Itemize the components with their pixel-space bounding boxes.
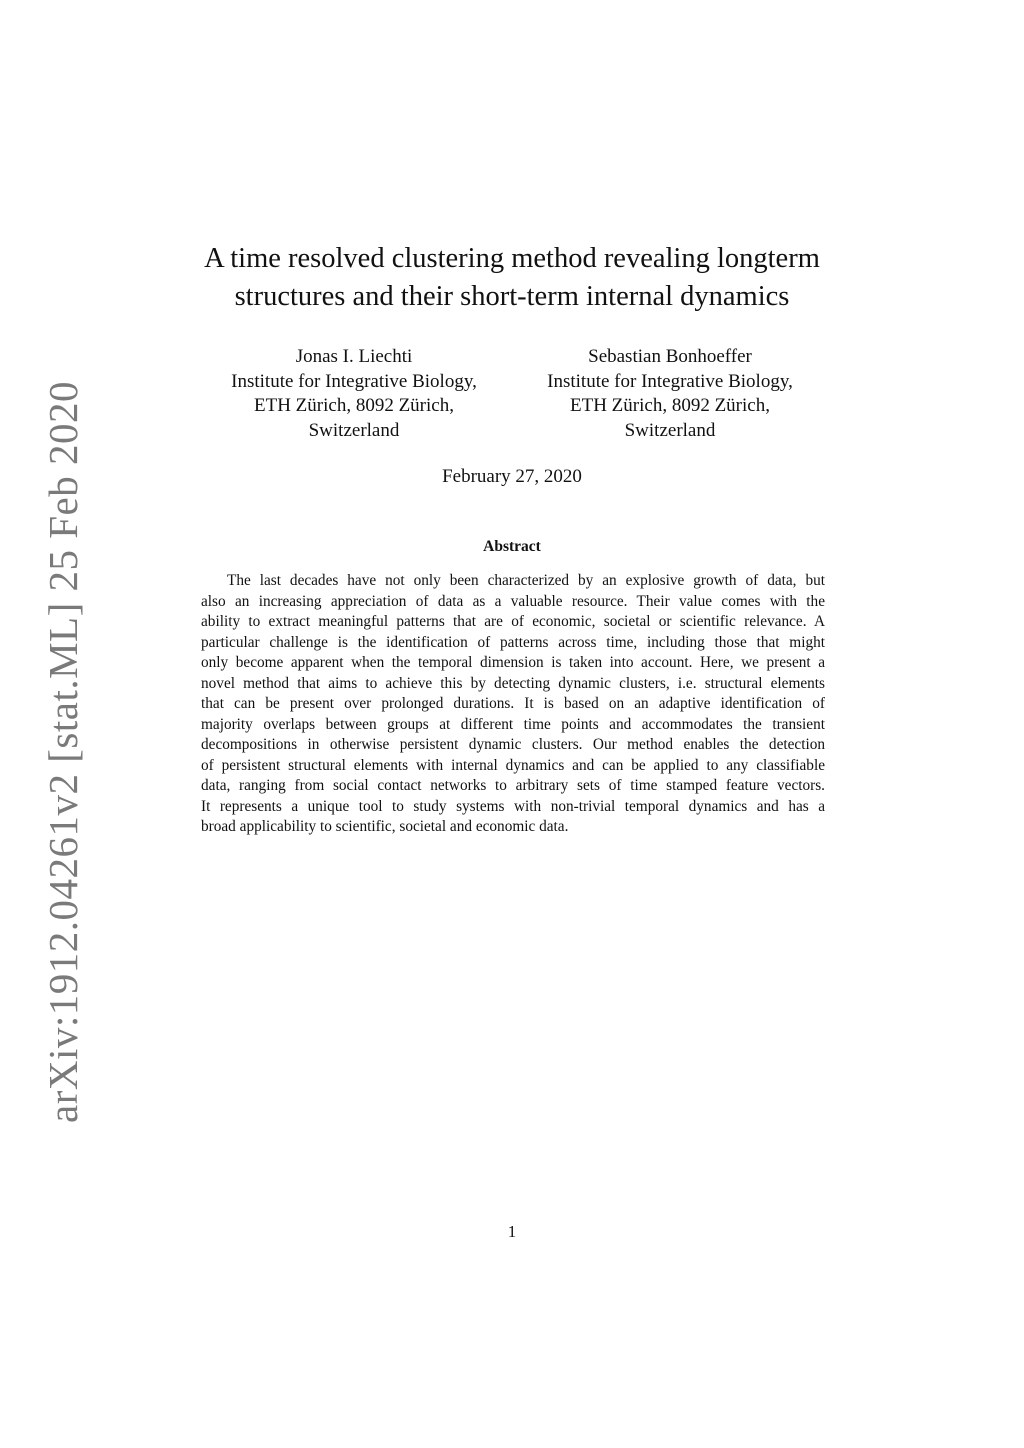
author-name: Jonas I. Liechti xyxy=(295,346,413,367)
abstract-body xyxy=(201,571,825,838)
abstract-line: ability to extract meaningful patterns that are of economic, societal or scientific relevance. A xyxy=(201,613,825,630)
author-block-bonhoeffer xyxy=(500,345,840,443)
abstract-line: majority overlaps between groups at different time points and accommodates the transient xyxy=(201,715,825,733)
abstract-line: particular challenge is the identification of patterns across time, including those that might xyxy=(201,633,825,651)
author-affiliation-line: Switzerland xyxy=(624,419,716,441)
page-number: 1 xyxy=(507,1222,517,1241)
abstract-heading: Abstract xyxy=(483,538,541,555)
author-affiliation-line: ETH Zürich, 8092 Zürich, xyxy=(570,395,770,416)
abstract-line: of persistent structural elements with internal dynamics and can be applied to any classifiable xyxy=(201,756,825,774)
author-name: Sebastian Bonhoeffer xyxy=(588,346,752,367)
author-affiliation-line: Institute for Integrative Biology, xyxy=(231,370,477,392)
author-affiliation-line: Switzerland xyxy=(308,419,400,441)
arxiv-identifier-stamp: arXiv:1912.04261v2 [stat.ML] 25 Feb 2020 xyxy=(40,381,86,1123)
title-line: A time resolved clustering method revealing longterm xyxy=(204,243,820,274)
title-line: structures and their short-term internal dynamics xyxy=(234,281,790,312)
abstract-line: that can be present over prolonged durations. It is based on an adaptive identification of xyxy=(201,695,825,712)
abstract-line: novel method that aims to achieve this by detecting dynamic clusters, i.e. structural elements xyxy=(201,674,825,692)
abstract-line: It represents a unique tool to study systems with non-trivial temporal dynamics and has a xyxy=(201,797,825,815)
abstract-line: broad applicability to scientific, societal and economic data. xyxy=(201,818,569,835)
author-affiliation-line: ETH Zürich, 8092 Zürich, xyxy=(254,395,454,416)
abstract-line: data, ranging from social contact networks to arbitrary sets of time stamped feature vectors. xyxy=(201,777,825,794)
author-block-liechti xyxy=(184,345,524,443)
abstract-line: decompositions in otherwise persistent dynamic clusters. Our method enables the detection xyxy=(201,736,825,753)
abstract-line: also an increasing appreciation of data as a valuable resource. Their value comes with the xyxy=(201,592,825,610)
paper-title xyxy=(150,240,874,316)
abstract-line: only become apparent when the temporal dimension is taken into account. Here, we present a xyxy=(201,654,825,671)
publication-date: February 27, 2020 xyxy=(442,466,582,487)
author-affiliation-line: Institute for Integrative Biology, xyxy=(547,370,793,392)
abstract-line: The last decades have not only been characterized by an explosive growth of data, but xyxy=(227,572,825,589)
